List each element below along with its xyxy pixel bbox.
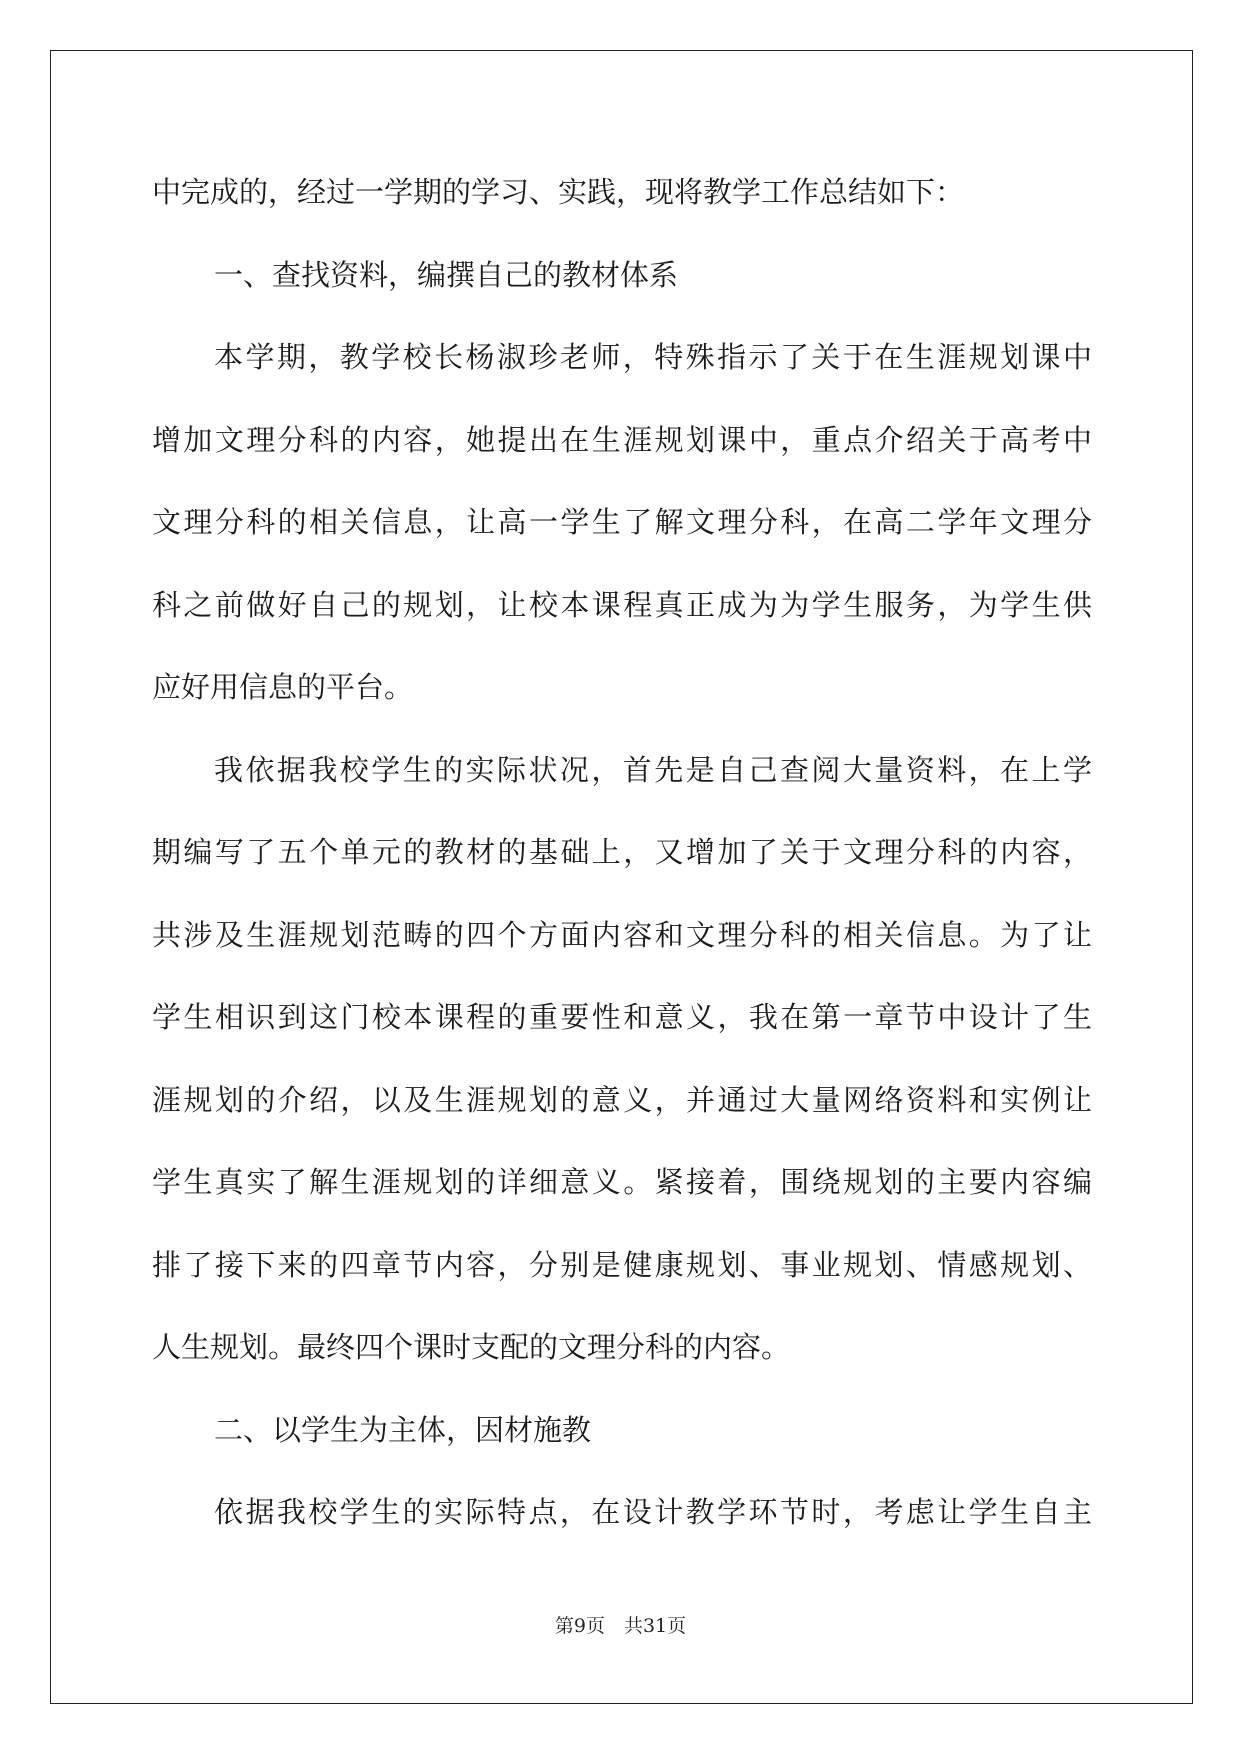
paragraph-line: 我依据我校学生的实际状况，首先是自己查阅大量资料，在上学 bbox=[214, 752, 1092, 787]
section-heading: 一、查找资料，编撰自己的教材体系 bbox=[214, 257, 679, 292]
section-heading: 二、以学生为主体，因材施教 bbox=[214, 1412, 592, 1447]
paragraph-line: 共涉及生涯规划范畴的四个方面内容和文理分科的相关信息。为了让 bbox=[152, 917, 1092, 952]
paragraph-line: 应好用信息的平台。 bbox=[152, 670, 414, 704]
paragraph-line: 期编写了五个单元的教材的基础上，又增加了关于文理分科的内容， bbox=[152, 835, 1092, 869]
paragraph-line: 文理分科的相关信息，让高一学生了解文理分科，在高二学年文理分 bbox=[152, 505, 1092, 539]
paragraph-line: 科之前做好自己的规划，让校本课程真正成为为学生服务，为学生供 bbox=[152, 587, 1092, 622]
paragraph-line: 学生相识到这门校本课程的重要性和意义，我在第一章节中设计了生 bbox=[152, 1000, 1092, 1034]
paragraph-line: 依据我校学生的实际特点，在设计教学环节时，考虑让学生自主 bbox=[214, 1495, 1092, 1529]
page-number-text: 第9页 共31页 bbox=[554, 1615, 687, 1637]
paragraph-line: 涯规划的介绍，以及生涯规划的意义，并通过大量网络资料和实例让 bbox=[152, 1082, 1092, 1117]
page-number-footer bbox=[0, 1611, 1241, 1638]
paragraph-line: 增加文理分科的内容，她提出在生涯规划课中，重点介绍关于高考中 bbox=[152, 422, 1092, 457]
paragraph-line: 学生真实了解生涯规划的详细意义。紧接着，围绕规划的主要内容编 bbox=[152, 1165, 1092, 1199]
document-body bbox=[152, 168, 1092, 1571]
paragraph-line: 本学期，教学校长杨淑珍老师，特殊指示了关于在生涯规划课中 bbox=[214, 340, 1092, 374]
paragraph-line: 排了接下来的四章节内容，分别是健康规划、事业规划、情感规划、 bbox=[152, 1247, 1092, 1282]
paragraph-line: 人生规划。最终四个课时支配的文理分科的内容。 bbox=[152, 1330, 791, 1364]
paragraph-line: 中完成的，经过一学期的学习、实践，现将教学工作总结如下： bbox=[152, 175, 965, 209]
